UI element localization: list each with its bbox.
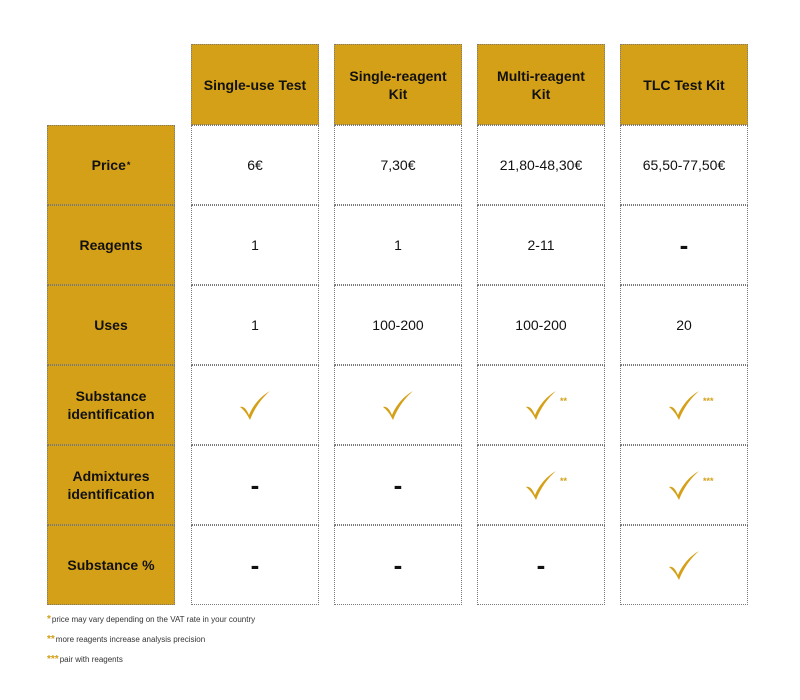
dash-value: - xyxy=(393,470,403,500)
table-cell xyxy=(191,205,319,285)
column-header: Multi-reagent Kit xyxy=(477,44,605,125)
column-header: TLC Test Kit xyxy=(620,44,748,125)
cell-value: 1 xyxy=(251,317,259,333)
table-cell xyxy=(334,205,462,285)
cell-value: 65,50-77,50€ xyxy=(642,157,726,173)
table-cell xyxy=(477,125,605,205)
row-header-label: Substance % xyxy=(67,557,155,573)
footnote-marker: ** xyxy=(560,476,568,486)
column-header: Single-use Test xyxy=(191,44,319,125)
dash-value: - xyxy=(679,230,689,260)
footnote-text: price may vary depending on the VAT rate in your country xyxy=(51,615,256,624)
table-cell xyxy=(334,525,462,605)
cell-value: 2-11 xyxy=(527,237,555,253)
cell-value: 20 xyxy=(676,317,692,333)
checkmark-icon xyxy=(666,547,702,583)
cell-value: 6€ xyxy=(247,157,263,173)
checkmark-icon xyxy=(380,387,416,423)
footnote-text: more reagents increase analysis precision xyxy=(55,635,206,644)
table-cell xyxy=(191,125,319,205)
footnote-marker: * xyxy=(47,614,51,625)
checkmark-icon xyxy=(666,467,702,503)
cell-value: 7,30€ xyxy=(380,157,416,173)
footnote xyxy=(47,634,205,645)
row-header xyxy=(47,365,175,445)
footnote-marker: ** xyxy=(560,396,568,406)
table-cell xyxy=(477,205,605,285)
table-cell xyxy=(477,445,605,525)
cell-value: 1 xyxy=(251,237,259,253)
dash-value: - xyxy=(393,550,403,580)
row-header-label: Admixtures identification xyxy=(67,468,155,502)
table-cell xyxy=(477,525,605,605)
table-cell xyxy=(334,125,462,205)
checkmark-icon xyxy=(523,387,559,423)
dash-value: - xyxy=(536,550,546,580)
row-header-label: Substance identification xyxy=(67,388,155,422)
checkmark-icon xyxy=(666,387,702,423)
table-cell xyxy=(334,445,462,525)
checkmark-icon xyxy=(237,387,273,423)
table-cell xyxy=(191,365,319,445)
dash-value: - xyxy=(250,550,260,580)
row-header-label: Reagents xyxy=(79,237,143,253)
row-header xyxy=(47,525,175,605)
footnote-text: pair with reagents xyxy=(59,655,123,664)
table-cell xyxy=(620,285,748,365)
footnote-marker: *** xyxy=(47,654,59,665)
table-cell xyxy=(191,445,319,525)
footnote xyxy=(47,654,123,665)
table-cell xyxy=(477,365,605,445)
column-header: Single-reagent Kit xyxy=(334,44,462,125)
footnote-marker: *** xyxy=(703,396,714,406)
checkmark-icon xyxy=(523,467,559,503)
row-header-label: Price xyxy=(91,157,126,173)
footnote-marker: *** xyxy=(703,476,714,486)
cell-value: 1 xyxy=(394,237,402,253)
table-cell xyxy=(620,125,748,205)
footnote-marker: * xyxy=(126,160,131,170)
table-cell xyxy=(334,285,462,365)
table-cell xyxy=(191,525,319,605)
table-cell xyxy=(620,525,748,605)
table-cell xyxy=(191,285,319,365)
footnote-marker: ** xyxy=(47,634,55,645)
table-cell xyxy=(477,285,605,365)
row-header-label: Uses xyxy=(94,317,128,333)
row-header xyxy=(47,205,175,285)
table-cell xyxy=(620,445,748,525)
table-cell xyxy=(620,365,748,445)
cell-value: 100-200 xyxy=(515,317,567,333)
table-cell xyxy=(334,365,462,445)
footnote xyxy=(47,614,255,625)
dash-value: - xyxy=(250,470,260,500)
row-header xyxy=(47,285,175,365)
cell-value: 21,80-48,30€ xyxy=(499,157,583,173)
row-header xyxy=(47,125,175,205)
table-cell xyxy=(620,205,748,285)
cell-value: 100-200 xyxy=(372,317,424,333)
row-header xyxy=(47,445,175,525)
